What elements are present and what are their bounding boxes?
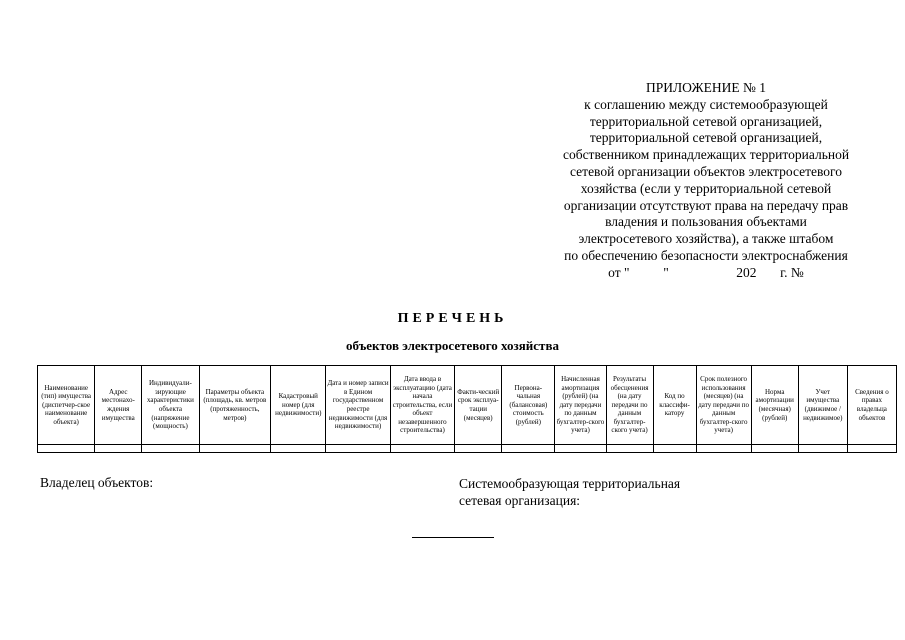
appendix-line: хозяйства (если у территориальной сетевой bbox=[580, 180, 832, 196]
table-cell bbox=[606, 445, 653, 453]
appendix-line: территориальной сетевой организацией, bbox=[589, 130, 823, 146]
table-cell bbox=[95, 445, 142, 453]
appendix-line: организации отсутствуют права на передачу прав bbox=[563, 197, 849, 213]
column-header: Срок полезного использования (месяцев) (на дату передачи по данным бухгалтер-ского учета) bbox=[696, 366, 751, 445]
document-title: ПЕРЕЧЕНЬ bbox=[397, 311, 508, 326]
signature-line bbox=[412, 537, 494, 538]
appendix-line: территориальной сетевой организацией, bbox=[589, 113, 823, 129]
table-cell bbox=[38, 445, 95, 453]
table-header-row bbox=[38, 366, 897, 445]
column-header: Дата ввода в эксплуатацию (дата начала строительства, если объект незавершенного строительства) bbox=[390, 366, 454, 445]
table-cell bbox=[199, 445, 271, 453]
column-header: Факти-ческий срок эксплуа-тации (месяцев) bbox=[455, 366, 502, 445]
column-header: Индивидуали-зирующие характеристики объекта (напряжение (мощность) bbox=[142, 366, 199, 445]
column-header: Первона-чальная (балансовая) стоимость (рублей) bbox=[502, 366, 555, 445]
column-header: Сведения о правах владельца объектов bbox=[847, 366, 896, 445]
column-header: Адрес местонахо-ждения имущества bbox=[95, 366, 142, 445]
appendix-line: к соглашению между системообразующей bbox=[584, 96, 828, 112]
appendix-date-line: от " " 202 г. № bbox=[608, 264, 804, 280]
appendix-line: собственником принадлежащих территориальной bbox=[562, 147, 850, 163]
column-header: Результаты обесценения (на дату передачи по данным бухгалтер-ского учета) bbox=[606, 366, 653, 445]
signature-label-line: сетевая организация: bbox=[459, 493, 581, 508]
column-header: Параметры объекта (площадь, кв. метров (протяженность, метров) bbox=[199, 366, 271, 445]
table-cell bbox=[555, 445, 606, 453]
grid-organization-signature-label bbox=[459, 475, 680, 509]
appendix-line: сетевой организации объектов электросетевого bbox=[570, 163, 842, 179]
table-cell bbox=[751, 445, 798, 453]
table-row bbox=[38, 445, 897, 453]
column-header: Норма амортизации (месячная) (рублей) bbox=[751, 366, 798, 445]
objects-table bbox=[37, 365, 897, 453]
column-header: Учет имущества (движимое /недвижимое) bbox=[798, 366, 847, 445]
column-header: Наименование (тип) имущества (диспетчер-ское наименование объекта) bbox=[38, 366, 95, 445]
owner-signature-label: Владелец объектов: bbox=[40, 475, 154, 490]
column-header: Дата и номер записи в Едином государственном реестре недвижимости (для недвижимости) bbox=[326, 366, 390, 445]
table-cell bbox=[696, 445, 751, 453]
table-cell bbox=[653, 445, 696, 453]
table-cell bbox=[847, 445, 896, 453]
document-subtitle: объектов электросетевого хозяйства bbox=[346, 338, 559, 353]
table-cell bbox=[142, 445, 199, 453]
signature-label-line: Системообразующая территориальная bbox=[459, 476, 681, 491]
table-cell bbox=[390, 445, 454, 453]
column-header: Код по классифи-катору bbox=[653, 366, 696, 445]
table-cell bbox=[455, 445, 502, 453]
appendix-header: ПРИЛОЖЕНИЕ № 1 bbox=[645, 80, 767, 95]
appendix-line: по обеспечению безопасности электроснабжения bbox=[564, 247, 848, 263]
table-cell bbox=[271, 445, 326, 453]
table-cell bbox=[798, 445, 847, 453]
appendix-block bbox=[536, 80, 876, 282]
column-header: Начисленная амортизация (рублей) (на дату передачи по данным бухгалтер-ского учета) bbox=[555, 366, 606, 445]
table-cell bbox=[326, 445, 390, 453]
appendix-line: электросетевого хозяйства), а также штабом bbox=[578, 231, 834, 247]
appendix-line: владения и пользования объектами bbox=[605, 214, 807, 230]
table-cell bbox=[502, 445, 555, 453]
column-header: Кадастровый номер (для недвижимости) bbox=[271, 366, 326, 445]
